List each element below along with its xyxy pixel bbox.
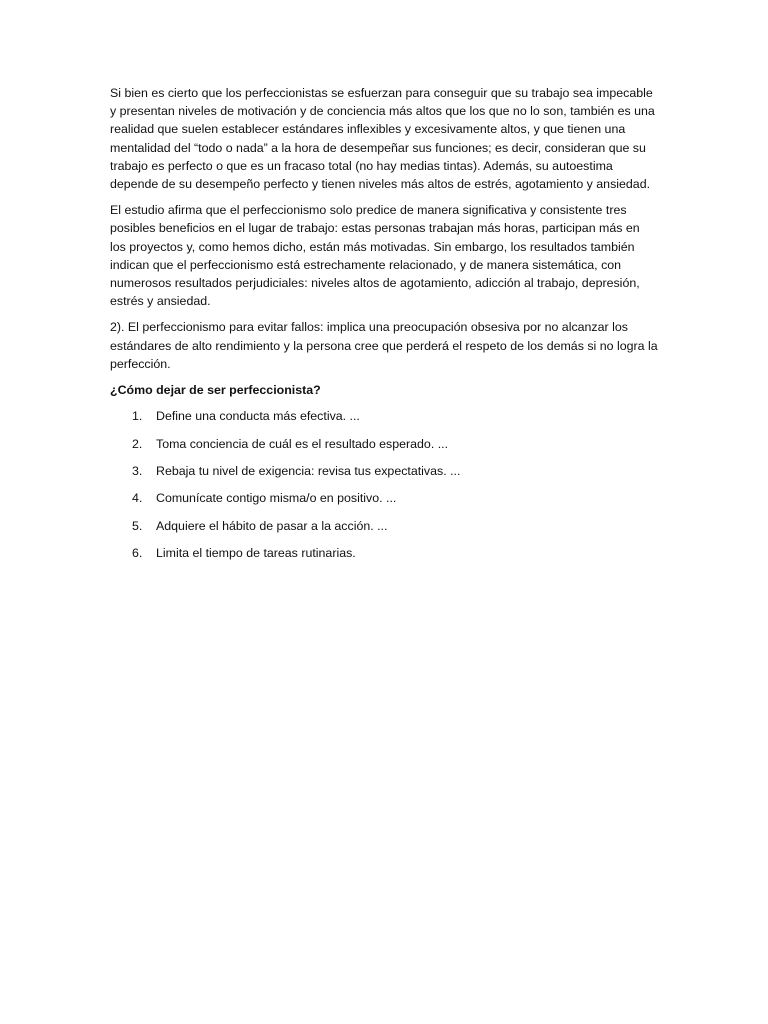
- list-item: [110, 462, 658, 480]
- list-text: Adquiere el hábito de pasar a la acción. ...: [156, 518, 388, 533]
- list-number: 6.: [132, 546, 143, 561]
- paragraph-2: El estudio afirma que el perfeccionismo solo predice de manera significativa y consistente tres posibles beneficios en el lugar de trabajo: estas personas trabajan más horas, participan más en los proyectos y, como hemos dicho, están más motivadas. Sin embargo, los resultados también indican que el perfeccionismo está estrechamente relacionado, y de manera sistemática, con numerosos resultados perjudiciales: niveles altos de agotamiento, adicción al trabajo, depresión, estrés y ansiedad.: [110, 203, 640, 309]
- list-text: Limita el tiempo de tareas rutinarias.: [156, 546, 356, 561]
- list-number: 2.: [132, 436, 143, 451]
- list-number: 1.: [132, 409, 143, 424]
- list-item: [110, 407, 658, 425]
- list-item: [110, 544, 658, 562]
- paragraph-1: Si bien es cierto que los perfeccionistas se esfuerzan para conseguir que su trabajo sea impecable y presentan niveles de motivación y de conciencia más altos que los que no lo son, también es una realidad que suelen establecer estándares inflexibles y excesivamente altos, y que tienen una mentalidad del “todo o nada” a la hora de desempeñar sus funciones; es decir, consideran que su trabajo es perfecto o que es un fracaso total (no hay medias tintas). Además, su autoestima depende de su desempeño perfecto y tienen niveles más altos de estrés, agotamiento y ansiedad.: [110, 86, 655, 192]
- list-number: 5.: [132, 518, 143, 533]
- list-text: Define una conducta más efectiva. ...: [156, 409, 360, 424]
- numbered-list: [110, 407, 658, 562]
- list-text: Comunícate contigo misma/o en positivo. ...: [156, 491, 397, 506]
- list-number: 3.: [132, 464, 143, 478]
- list-item: [110, 435, 658, 453]
- document-body: [110, 84, 658, 572]
- list-number: 4.: [132, 491, 143, 506]
- paragraph-3: 2). El perfeccionismo para evitar fallos: implica una preocupación obsesiva por no alcanzar los estándares de alto rendimiento y la persona cree que perderá el respeto de los demás si no logra la perfección.: [110, 320, 658, 371]
- list-text: Rebaja tu nivel de exigencia: revisa tus expectativas. ...: [156, 464, 461, 478]
- section-heading: ¿Cómo dejar de ser perfeccionista?: [110, 383, 321, 398]
- list-text: Toma conciencia de cuál es el resultado esperado. ...: [156, 436, 449, 451]
- list-item: [110, 517, 658, 535]
- list-item: [110, 489, 658, 507]
